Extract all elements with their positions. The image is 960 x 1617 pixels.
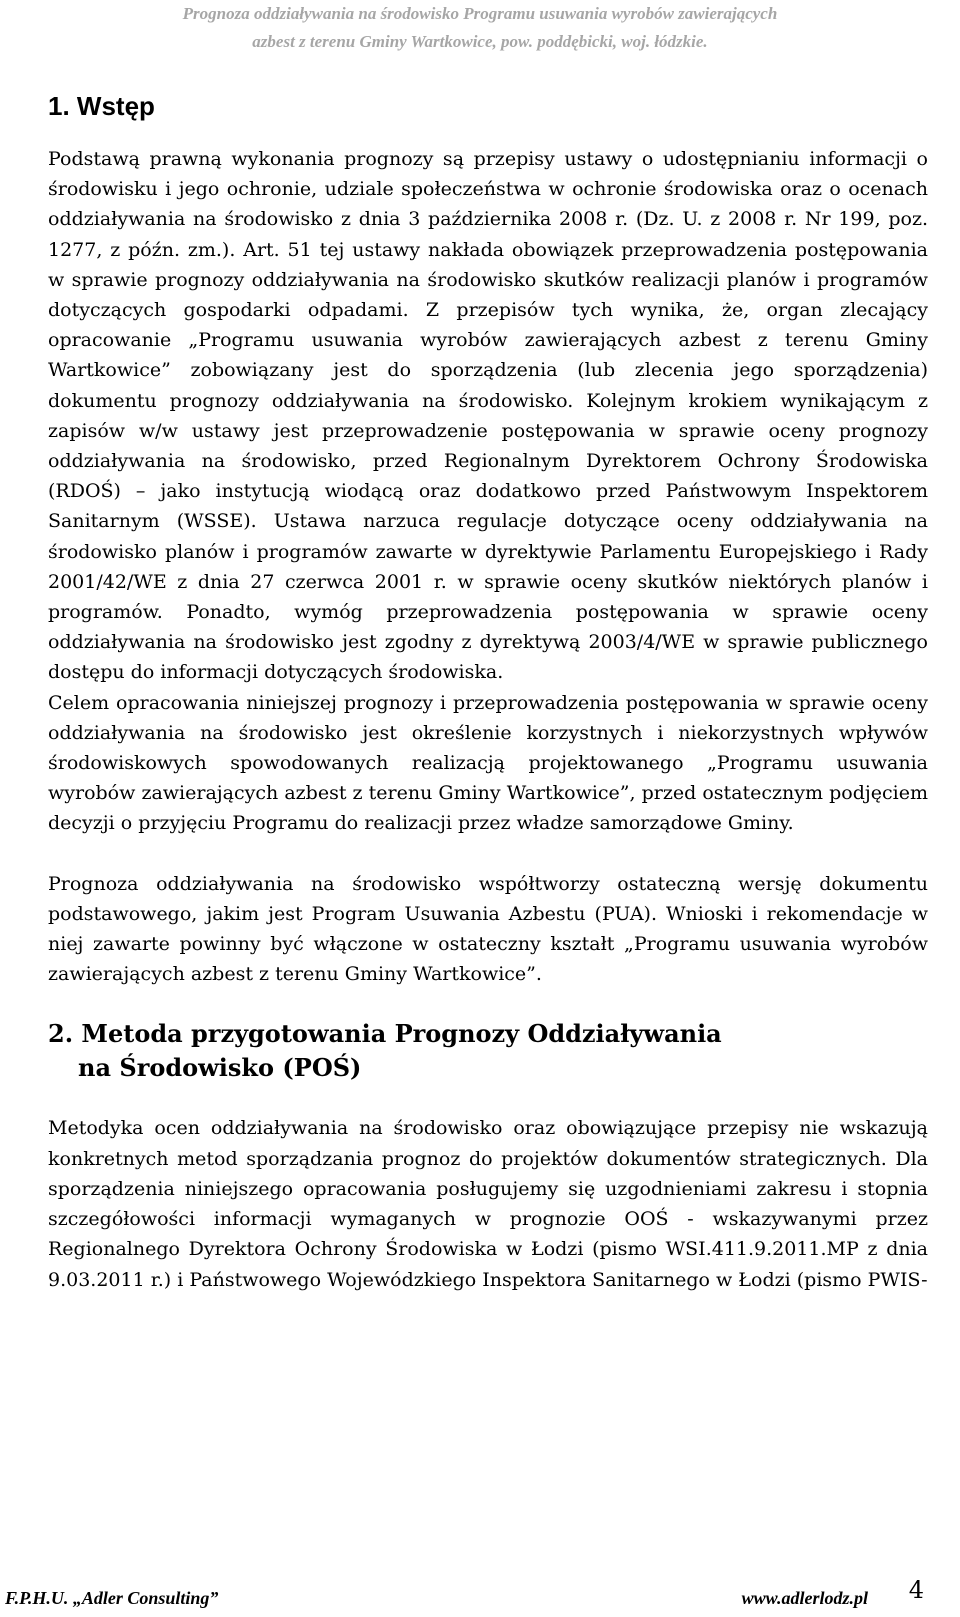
section-1-heading: 1. Wstęp: [48, 91, 155, 121]
header-line-2: azbest z terenu Gminy Wartkowice, pow. poddębicki, woj. łódzkie.: [252, 32, 708, 51]
section-2-heading: [48, 1017, 928, 1085]
section-1-paragraph-2: Celem opracowania niniejszej prognozy i przeprowadzenia postępowania w sprawie oceny oddziaływania na środowisko jest określenie korzystnych i niekorzystnych wpływów środowiskowych spowodowanych realizacją projektowanego „Programu usuwania wyrobów zawierających azbest z terenu Gminy Wartkowice”, przed ostatecznym podjęciem decyzji o przyjęciu Programu do realizacji przez władze samorządowe Gminy.: [48, 691, 928, 835]
header-line-1: Prognoza oddziaływania na środowisko Programu usuwania wyrobów zawierających: [182, 4, 778, 23]
section-2-heading-line-1: 2. Metoda przygotowania Prognozy Oddziaływania: [48, 1019, 722, 1049]
section-1-paragraph-3: Prognoza oddziaływania na środowisko współtworzy ostateczną wersję dokumentu podstawowego, jakim jest Program Usuwania Azbestu (PUA). Wnioski i rekomendacje w niej zawarte powinny być włączone w ostateczny kształt „Programu usuwania wyrobów zawierających azbest z terenu Gminy Wartkowice”.: [48, 872, 928, 986]
page-header: [0, 0, 960, 56]
page-footer: [0, 1574, 960, 1612]
section-2-paragraph: Metodyka ocen oddziaływania na środowisko oraz obowiązujące przepisy nie wskazują konkretnych metod sporządzania prognoz do projektów dokumentów strategicznych. Dla sporządzenia niniejszego opracowania posługujemy się uzgodnieniami zakresu i stopnia szczegółowości informacji wymaganych w prognozie OOŚ - wskazywanymi przez Regionalnego Dyrektora Ochrony Środowiska w Łodzi (pismo WSI.411.9.2011.MP z dnia 9.03.2011 r.) i Państwowego Wojewódzkiego Inspektora Sanitarnego w Łodzi (pismo PWIS-: [48, 1117, 928, 1291]
footer-website: www.adlerlodz.pl: [741, 1588, 868, 1608]
document-body: [48, 86, 928, 1295]
footer-company: F.P.H.U. „Adler Consulting”: [5, 1588, 219, 1608]
paragraph-gap: [48, 839, 928, 869]
page-number: 4: [908, 1576, 924, 1604]
section-2-heading-line-2: na Środowisko (POŚ): [78, 1053, 362, 1083]
section-1-paragraph-1: Podstawą prawną wykonania prognozy są przepisy ustawy o udostępnianiu informacji o środowisku i jego ochronie, udziale społeczeństwa w ochronie środowiska oraz o ocenach oddziaływania na środowisko z dnia 3 października 2008 r. (Dz. U. z 2008 r. Nr 199, poz. 1277, z późn. zm.). Art. 51 tej ustawy nakłada obowiązek przeprowadzenia postępowania w sprawie prognozy oddziaływania na środowisko skutków realizacji planów i programów dotyczących gospodarki odpadami. Z przepisów tych wynika, że, organ zlecający opracowanie „Programu usuwania wyrobów zawierających azbest z terenu Gminy Wartkowice” zobowiązany jest do sporządzenia (lub zlecenia jego sporządzenia) dokumentu prognozy oddziaływania na środowisko. Kolejnym krokiem wynikającym z zapisów w/w ustawy jest przeprowadzenie postępowania w sprawie oceny prognozy oddziaływania na środowisko, przed Regionalnym Dyrektorem Ochrony Środowiska (RDOŚ) – jako instytucją wiodącą oraz dodatkowo przed Państwowym Inspektorem Sanitarnym (WSSE). Ustawa narzuca regulacje dotyczące oceny oddziaływania na środowisko planów i programów zawarte w dyrektywie Parlamentu Europejskiego i Rady 2001/42/WE z dnia 27 czerwca 2001 r. w sprawie oceny skutków niektórych planów i programów. Ponadto, wymóg przeprowadzenia postępowania w sprawie oceny oddziaływania na środowisko jest zgodny z dyrektywą 2003/4/WE w sprawie publicznego dostępu do informacji dotyczących środowiska.: [48, 148, 928, 684]
